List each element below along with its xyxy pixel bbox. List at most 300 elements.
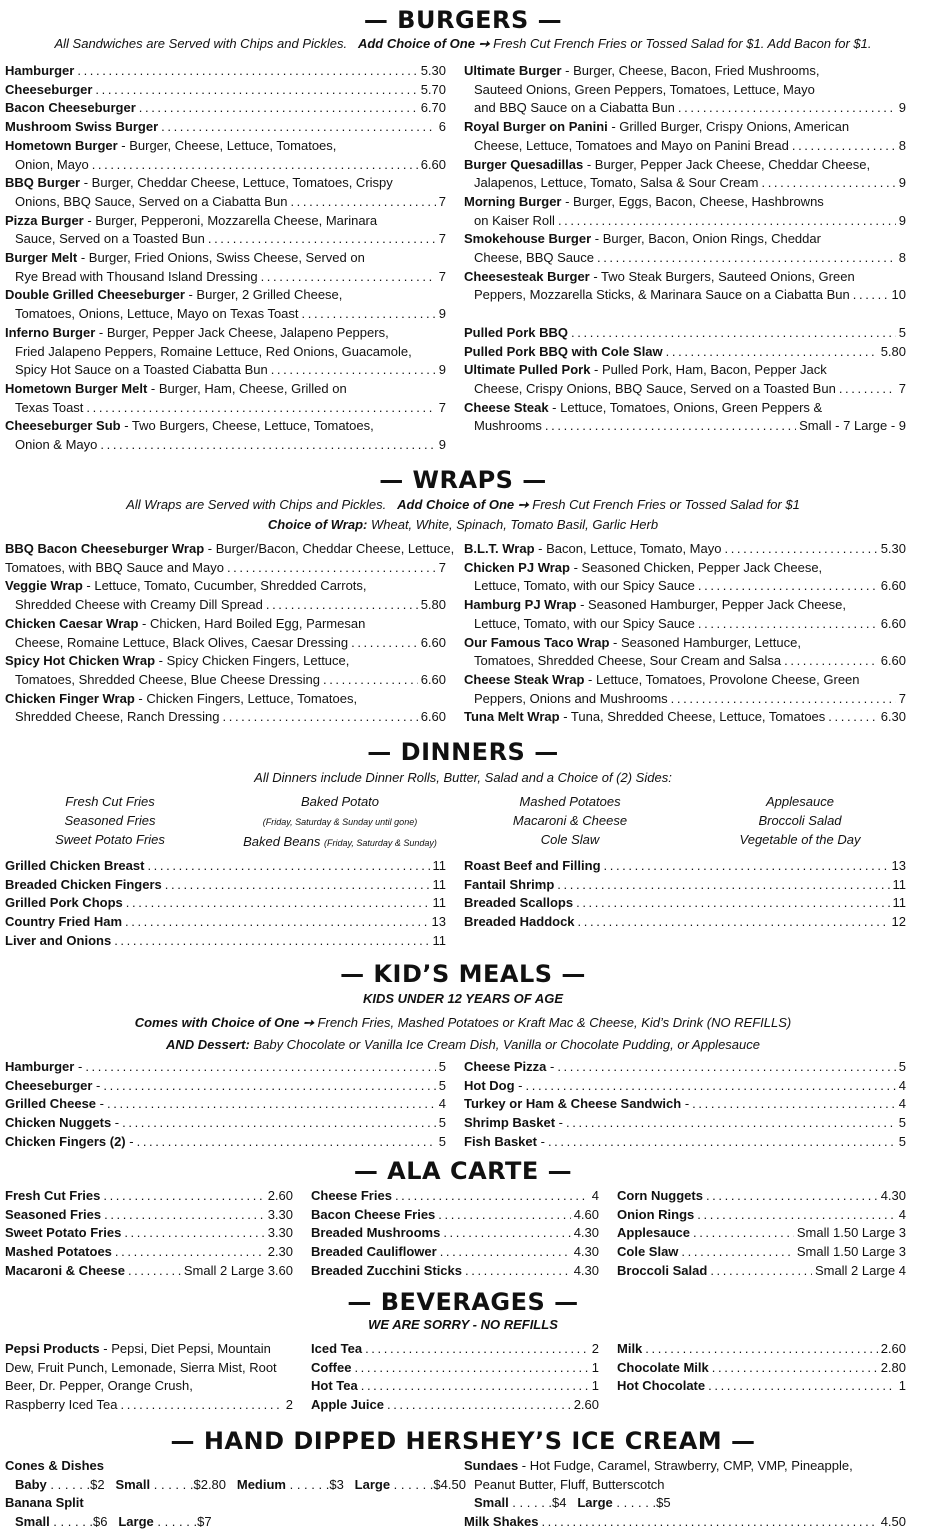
item-desc: Cheese, Lettuce, Tomatoes and Mayo on Panini Bread bbox=[474, 137, 789, 153]
item-name: Pulled Pork BBQ bbox=[464, 324, 569, 340]
dot-leader bbox=[85, 1058, 435, 1077]
menu-item-continuation bbox=[464, 615, 906, 634]
menu-item-continuation bbox=[5, 559, 446, 578]
item-name: Breaded Zucchini Sticks bbox=[311, 1262, 462, 1278]
item-desc: Shredded Cheese with Creamy Dill Spread bbox=[15, 597, 263, 613]
item-name: Iced Tea bbox=[311, 1341, 363, 1356]
item-price: 7 bbox=[438, 193, 446, 209]
menu-item bbox=[5, 1058, 446, 1077]
dot-leader bbox=[92, 156, 418, 175]
dinner-side: Cole Slaw bbox=[540, 832, 600, 847]
item-name: Grilled Chicken Breast bbox=[5, 858, 145, 873]
menu-item bbox=[5, 137, 446, 156]
item-price: 4.30 bbox=[573, 1244, 599, 1260]
dot-leader bbox=[323, 671, 418, 690]
menu-item bbox=[617, 1243, 906, 1262]
menu-item bbox=[464, 361, 906, 380]
dot-leader bbox=[147, 857, 429, 876]
item-desc: - bbox=[92, 1077, 101, 1093]
menu-item bbox=[5, 380, 446, 399]
item-price: 11 bbox=[432, 895, 446, 911]
item-name: Apple Juice bbox=[311, 1397, 384, 1413]
menu-item bbox=[5, 417, 446, 436]
dinner-sides-col-3 bbox=[480, 792, 660, 849]
item-name: Chicken PJ Wrap bbox=[464, 559, 570, 575]
item-name: Morning Burger bbox=[464, 193, 562, 209]
menu-item bbox=[464, 894, 906, 913]
item-desc: Texas Toast bbox=[15, 399, 84, 415]
menu-item bbox=[617, 1187, 906, 1206]
menu-item-continuation bbox=[5, 305, 446, 324]
dot-leader bbox=[302, 305, 436, 324]
dot-leader bbox=[698, 615, 878, 634]
dinners-right-column bbox=[464, 857, 906, 932]
menu-item-continuation bbox=[5, 1359, 293, 1378]
dot-leader bbox=[266, 596, 418, 615]
dot-leader bbox=[361, 1377, 589, 1396]
menu-item bbox=[464, 913, 906, 932]
item-desc: - Lettuce, Tomatoes, Onions, Green Peppers & bbox=[548, 399, 823, 415]
item-desc: - Burger, Ham, Cheese, Grilled on bbox=[147, 380, 347, 396]
item-desc: Peppers, Mozzarella Sticks, & Marinara Sauce on a Ciabatta Bun bbox=[474, 287, 850, 303]
menu-item-continuation bbox=[464, 380, 906, 399]
dinners-title: — DINNERS — bbox=[367, 738, 559, 766]
menu-item-continuation bbox=[5, 230, 446, 249]
item-desc: - Chicken Fingers, Lettuce, Tomatoes, bbox=[134, 690, 358, 706]
item-name: Inferno Burger bbox=[5, 324, 96, 340]
dot-leader bbox=[395, 1187, 589, 1206]
dinner-side: Mashed Potatoes bbox=[519, 794, 621, 809]
item-desc: - Tuna, Shredded Cheese, Lettuce, Tomatoes bbox=[559, 709, 826, 725]
dinner-side-note: (Friday, Saturday & Sunday until gone) bbox=[262, 817, 418, 827]
item-desc: Lettuce, Tomato, with our Spicy Sauce bbox=[474, 578, 695, 594]
item-price: 4.30 bbox=[880, 1188, 906, 1203]
menu-item-continuation bbox=[5, 399, 446, 418]
item-name: Pizza Burger bbox=[5, 212, 84, 228]
menu-item bbox=[5, 1206, 293, 1225]
menu-item-continuation bbox=[464, 690, 906, 709]
menu-item bbox=[617, 1377, 906, 1396]
size-price: $5 bbox=[656, 1495, 671, 1511]
item-price: 7 bbox=[438, 559, 446, 575]
item-name: Royal Burger on Panini bbox=[464, 119, 608, 135]
item-name: Fresh Cut Fries bbox=[5, 1188, 101, 1203]
item-desc: Spicy Hot Sauce on a Toasted Ciabatta Bun bbox=[15, 362, 268, 378]
dinners-note: All Dinners include Dinner Rolls, Butter, Salad and a Choice of (2) Sides: bbox=[254, 770, 672, 785]
item-desc: Peppers, Onions and Mushrooms bbox=[474, 690, 668, 706]
item-price: Small 2 Large 3.60 bbox=[183, 1262, 293, 1278]
item-desc: - Chicken, Hard Boiled Egg, Parmesan bbox=[138, 615, 366, 631]
item-price: 6.60 bbox=[420, 709, 446, 725]
menu-item-continuation bbox=[5, 1396, 293, 1415]
beverages-col-2 bbox=[311, 1340, 599, 1415]
menu-item-continuation bbox=[464, 286, 906, 305]
menu-item bbox=[5, 1095, 446, 1114]
item-price: 1 bbox=[591, 1378, 599, 1394]
item-desc: Sauteed Onions, Green Peppers, Tomatoes, Lettuce, Mayo bbox=[474, 81, 815, 97]
dot-leader bbox=[557, 1058, 895, 1077]
item-name: Smokehouse Burger bbox=[464, 231, 592, 247]
size-label: Small bbox=[115, 1476, 151, 1492]
item-name: B.L.T. Wrap bbox=[464, 541, 535, 556]
item-desc: Sauce, Served on a Toasted Bun bbox=[15, 231, 205, 247]
item-desc: - bbox=[514, 1077, 523, 1093]
alacarte-title: — ALA CARTE — bbox=[353, 1157, 573, 1185]
item-price: 5.70 bbox=[420, 81, 446, 97]
item-name: Milk Shakes bbox=[464, 1514, 539, 1530]
dot-leader bbox=[86, 399, 435, 418]
menu-item bbox=[5, 1340, 293, 1359]
item-desc: and BBQ Sauce on a Ciabatta Bun bbox=[474, 100, 675, 116]
alacarte-col-1 bbox=[5, 1187, 293, 1281]
dinner-side: Macaroni & Cheese bbox=[512, 813, 628, 828]
item-desc: Cheese, BBQ Sauce bbox=[474, 250, 594, 266]
menu-item bbox=[464, 62, 906, 81]
menu-item bbox=[464, 708, 906, 727]
menu-item-continuation bbox=[5, 361, 446, 380]
dot-leader bbox=[558, 212, 896, 231]
menu-item bbox=[464, 540, 906, 559]
menu-item bbox=[5, 1077, 446, 1096]
item-name: Fish Basket bbox=[464, 1133, 537, 1149]
item-price: 6.60 bbox=[880, 578, 906, 594]
item-price: 4.30 bbox=[573, 1262, 599, 1278]
item-price: 9 bbox=[438, 362, 446, 378]
size-price: $2.80 bbox=[193, 1476, 227, 1492]
menu-item-continuation bbox=[464, 212, 906, 231]
dot-leader bbox=[387, 1396, 571, 1415]
menu-item-continuation bbox=[5, 671, 446, 690]
item-price: 5 bbox=[898, 1115, 906, 1131]
dot-leader bbox=[645, 1340, 877, 1359]
item-name: Cheese Steak Wrap bbox=[464, 671, 585, 687]
item-name: Cheeseburger Sub bbox=[5, 418, 121, 434]
item-price: 9 bbox=[438, 306, 446, 322]
item-price: 3.30 bbox=[267, 1225, 293, 1241]
item-price: 6 bbox=[438, 119, 446, 135]
item-desc: Jalapenos, Lettuce, Tomato, Salsa & Sour Cream bbox=[474, 175, 759, 191]
menu-item bbox=[5, 1187, 293, 1206]
item-desc: - Bacon, Lettuce, Tomato, Mayo bbox=[534, 541, 722, 556]
item-price: 9 bbox=[898, 100, 906, 116]
menu-item-continuation bbox=[464, 137, 906, 156]
dot-leader bbox=[107, 1095, 436, 1114]
item-desc: - Seasoned Hamburger, Lettuce, bbox=[609, 634, 801, 650]
item-price: 4 bbox=[898, 1077, 906, 1093]
menu-item bbox=[464, 305, 906, 324]
item-desc: Onions, BBQ Sauce, Served on a Ciabatta Bun bbox=[15, 193, 288, 209]
item-name: Cheesesteak Burger bbox=[464, 268, 590, 284]
item-name: Bacon Cheese Fries bbox=[311, 1206, 436, 1222]
dinner-side: Vegetable of the Day bbox=[739, 832, 861, 847]
item-price: 2.80 bbox=[880, 1359, 906, 1375]
dot-leader bbox=[545, 417, 796, 436]
item-name: Ultimate Burger bbox=[464, 63, 562, 78]
menu-item bbox=[5, 1114, 446, 1133]
item-price: 6.60 bbox=[420, 156, 446, 172]
item-name: Cheeseburger bbox=[5, 1077, 93, 1093]
wraps-left-column bbox=[5, 540, 455, 727]
item-price: 5 bbox=[438, 1077, 446, 1093]
dot-leader bbox=[698, 577, 878, 596]
menu-item bbox=[617, 1206, 906, 1225]
item-price: 8 bbox=[898, 137, 906, 153]
item-desc: - Burger, Pepper Jack Cheese, Jalapeno Peppers, bbox=[95, 324, 389, 340]
item-desc: Cheese, Romaine Lettuce, Black Olives, Caesar Dressing bbox=[15, 634, 349, 650]
item-price: 5 bbox=[898, 1133, 906, 1149]
menu-item bbox=[5, 1133, 446, 1152]
menu-item bbox=[617, 1262, 906, 1281]
burgers-title: — BURGERS — bbox=[363, 6, 563, 34]
item-price: 7 bbox=[438, 268, 446, 284]
item-desc: - bbox=[681, 1096, 690, 1112]
menu-item bbox=[5, 324, 446, 343]
item-price: 5.30 bbox=[880, 541, 906, 556]
menu-item-continuation bbox=[464, 174, 906, 193]
dinner-side: Applesauce bbox=[766, 794, 834, 809]
item-name: Liver and Onions bbox=[5, 932, 112, 948]
dot-leader bbox=[578, 913, 889, 932]
item-name: Milk bbox=[617, 1341, 643, 1356]
dinner-side: Baked Beans bbox=[243, 834, 321, 849]
menu-item bbox=[5, 1243, 293, 1262]
menu-item-continuation bbox=[5, 634, 446, 653]
shakes-item bbox=[464, 1513, 906, 1532]
dinner-sides-col-1 bbox=[20, 792, 200, 849]
size-label: Large bbox=[354, 1476, 391, 1492]
item-name: Our Famous Taco Wrap bbox=[464, 634, 610, 650]
item-price: 5.30 bbox=[420, 63, 446, 78]
dot-leader bbox=[566, 1114, 896, 1133]
dot-leader bbox=[103, 1077, 435, 1096]
item-price: 7 bbox=[898, 690, 906, 706]
kids-note2-b: AND Dessert: bbox=[166, 1037, 250, 1052]
wraps-note-c: Fresh Cut French Fries or Tossed Salad for $1 bbox=[532, 497, 800, 512]
item-price: 6.70 bbox=[420, 100, 446, 116]
dot-leader bbox=[443, 1224, 570, 1243]
sundaes-item bbox=[464, 1457, 906, 1476]
item-desc: Tomatoes, with BBQ Sauce and Mayo bbox=[5, 559, 224, 575]
burgers-left-column bbox=[5, 62, 446, 455]
dinner-sides-col-4 bbox=[710, 792, 890, 849]
icecream-right bbox=[464, 1457, 906, 1532]
menu-item bbox=[5, 690, 446, 709]
menu-item bbox=[464, 596, 906, 615]
item-name: Shrimp Basket bbox=[464, 1115, 556, 1131]
dot-leader bbox=[681, 1243, 793, 1262]
size-price: $4 bbox=[552, 1495, 567, 1511]
dinner-side: Broccoli Salad bbox=[758, 813, 842, 828]
dot-leader bbox=[784, 652, 878, 671]
item-name: Hometown Burger bbox=[5, 137, 118, 153]
wraps-title: — WRAPS — bbox=[379, 466, 547, 494]
dot-leader bbox=[125, 913, 429, 932]
item-desc: - Burger, Cheese, Bacon, Fried Mushrooms, bbox=[561, 63, 820, 78]
menu-item-continuation bbox=[464, 577, 906, 596]
item-desc: - Pulled Pork, Ham, Bacon, Pepper Jack bbox=[590, 362, 827, 378]
size-price: $7 bbox=[197, 1514, 212, 1530]
menu-item-continuation bbox=[5, 1377, 293, 1396]
item-desc: on Kaiser Roll bbox=[474, 212, 555, 228]
item-name: Sweet Potato Fries bbox=[5, 1225, 122, 1241]
dot-leader bbox=[526, 1077, 896, 1096]
item-desc: Onion, Mayo bbox=[15, 156, 89, 172]
size-price: $3 bbox=[329, 1476, 344, 1492]
item-price: 5 bbox=[898, 1059, 906, 1074]
item-price: 7 bbox=[898, 380, 906, 396]
kids-title: — KID’S MEALS — bbox=[340, 960, 586, 988]
item-desc: - bbox=[546, 1059, 555, 1074]
menu-item bbox=[464, 1133, 906, 1152]
cones-title: Cones & Dishes bbox=[5, 1458, 104, 1473]
item-desc: - bbox=[96, 1096, 104, 1112]
item-name: Breaded Chicken Fingers bbox=[5, 876, 162, 892]
menu-item bbox=[5, 286, 446, 305]
item-price: 10 bbox=[891, 287, 906, 303]
item-desc: - bbox=[536, 1133, 545, 1149]
item-desc: Tomatoes, Onions, Lettuce, Mayo on Texas Toast bbox=[15, 306, 299, 322]
item-desc: - bbox=[125, 1133, 134, 1149]
item-desc: - Seasoned Hamburger, Pepper Jack Cheese, bbox=[576, 597, 846, 613]
alacarte-col-2 bbox=[311, 1187, 599, 1281]
menu-item bbox=[5, 876, 446, 895]
item-name: Cole Slaw bbox=[617, 1244, 679, 1260]
item-price: 9 bbox=[438, 437, 446, 453]
menu-item bbox=[5, 62, 446, 81]
menu-item bbox=[464, 876, 906, 895]
dot-leader bbox=[271, 361, 436, 380]
item-desc: - bbox=[74, 1059, 83, 1074]
item-name: Hometown Burger Melt bbox=[5, 380, 148, 396]
item-name: Roast Beef and Filling bbox=[464, 858, 601, 873]
item-name: Breaded Mushrooms bbox=[311, 1225, 441, 1241]
item-price: 4.50 bbox=[880, 1514, 906, 1530]
dot-leader bbox=[122, 1114, 436, 1133]
menu-item bbox=[464, 268, 906, 287]
kids-note2-c: Baby Chocolate or Vanilla Ice Cream Dish, Vanilla or Chocolate Pudding, or Applesauce bbox=[253, 1037, 760, 1052]
item-desc: Raspberry Iced Tea bbox=[5, 1397, 118, 1413]
dot-leader bbox=[114, 932, 429, 951]
item-price: 6.60 bbox=[880, 653, 906, 669]
item-name: Veggie Wrap bbox=[5, 578, 83, 594]
item-price: 3.30 bbox=[267, 1206, 293, 1222]
menu-item bbox=[311, 1262, 599, 1281]
item-price: 4.60 bbox=[573, 1206, 599, 1222]
item-desc: - Spicy Chicken Fingers, Lettuce, bbox=[155, 653, 350, 669]
menu-item-continuation bbox=[464, 652, 906, 671]
menu-item bbox=[5, 540, 455, 559]
dinner-side: Fresh Cut Fries bbox=[65, 794, 155, 809]
item-name: Chicken Caesar Wrap bbox=[5, 615, 139, 631]
menu-item bbox=[311, 1224, 599, 1243]
kids-note bbox=[0, 1014, 926, 1032]
item-price: 13 bbox=[431, 914, 446, 930]
menu-item bbox=[617, 1359, 906, 1378]
item-name: Grilled Pork Chops bbox=[5, 895, 123, 911]
kids-note-b: Comes with Choice of One ➙ bbox=[134, 1015, 314, 1030]
item-price: Small 1.50 Large 3 bbox=[796, 1244, 906, 1260]
menu-item-continuation bbox=[5, 156, 446, 175]
item-name: Macaroni & Cheese bbox=[5, 1262, 125, 1278]
menu-item bbox=[311, 1377, 599, 1396]
burgers-note-c: Fresh Cut French Fries or Tossed Salad for $1. Add Bacon for $1. bbox=[493, 36, 872, 51]
item-price: 5.80 bbox=[880, 343, 906, 359]
item-name: BBQ Bacon Cheeseburger Wrap bbox=[5, 541, 205, 556]
item-desc: - Seasoned Chicken, Pepper Jack Cheese, bbox=[569, 559, 823, 575]
item-name: Pulled Pork BBQ with Cole Slaw bbox=[464, 343, 663, 359]
item-price: 9 bbox=[898, 212, 906, 228]
dot-leader bbox=[465, 1262, 571, 1281]
dot-leader bbox=[853, 286, 889, 305]
dot-leader bbox=[261, 268, 436, 287]
dot-leader bbox=[693, 1224, 794, 1243]
dot-leader bbox=[697, 1206, 895, 1225]
alacarte-col-3 bbox=[617, 1187, 906, 1281]
item-name: Spicy Hot Chicken Wrap bbox=[5, 653, 156, 669]
item-price: 4 bbox=[898, 1096, 906, 1112]
dot-leader bbox=[678, 99, 896, 118]
size-price: $4.50 bbox=[433, 1476, 466, 1492]
cones-sizes: Baby . . . . . . $2 Small . . . . . . $2.80 Medium . . . . . . $3 Large . . . . . . $4.50 bbox=[5, 1476, 446, 1495]
menu-item bbox=[464, 399, 906, 418]
dot-leader bbox=[571, 324, 896, 343]
menu-item bbox=[464, 324, 906, 343]
burgers-note-a: All Sandwiches are Served with Chips and Pickles. bbox=[54, 36, 348, 51]
dot-leader bbox=[354, 1359, 588, 1378]
beverages-col-1 bbox=[5, 1340, 293, 1415]
beverages-col-3 bbox=[617, 1340, 906, 1396]
item-price: 11 bbox=[432, 876, 446, 892]
item-price: 6.30 bbox=[880, 709, 906, 725]
size-label: Large bbox=[118, 1514, 154, 1530]
wraps-note2-a: Choice of Wrap: bbox=[267, 517, 368, 532]
size-label: Small bbox=[15, 1514, 50, 1530]
dinner-sides-col-2 bbox=[225, 792, 455, 853]
item-price: Small 1.50 Large 3 bbox=[796, 1225, 906, 1241]
item-desc: Fried Jalapeno Peppers, Romaine Lettuce, Red Onions, Guacamole, bbox=[15, 343, 412, 359]
item-name: Burger Melt bbox=[5, 250, 78, 266]
menu-item bbox=[5, 1262, 293, 1281]
icecream-left bbox=[5, 1457, 466, 1532]
item-price: 11 bbox=[892, 876, 906, 892]
dot-leader bbox=[100, 436, 435, 455]
menu-item bbox=[311, 1187, 599, 1206]
dot-leader bbox=[95, 81, 417, 100]
item-price: 2.60 bbox=[267, 1188, 293, 1203]
item-name: Hamburg PJ Wrap bbox=[464, 597, 577, 613]
item-name: Applesauce bbox=[617, 1225, 690, 1241]
item-price: 5 bbox=[438, 1059, 446, 1074]
dot-leader bbox=[666, 343, 878, 362]
item-price: 4.30 bbox=[573, 1225, 599, 1241]
item-desc: - Burger, Cheese, Lettuce, Tomatoes, bbox=[117, 137, 337, 153]
dot-leader bbox=[77, 62, 417, 81]
dot-leader bbox=[576, 894, 889, 913]
icecream-title: — HAND DIPPED HERSHEY’S ICE CREAM — bbox=[170, 1427, 756, 1455]
menu-item bbox=[5, 577, 446, 596]
item-desc: Tomatoes, Shredded Cheese, Blue Cheese Dressing bbox=[15, 671, 320, 687]
item-name: Broccoli Salad bbox=[617, 1262, 708, 1278]
item-name: Mashed Potatoes bbox=[5, 1244, 112, 1260]
menu-item bbox=[311, 1396, 599, 1415]
sundaes-sizes: Small . . . . . . $4 Large . . . . . . $5 bbox=[464, 1494, 906, 1513]
item-name: Chicken Finger Wrap bbox=[5, 690, 135, 706]
dot-leader bbox=[365, 1340, 589, 1359]
kids-left-column bbox=[5, 1058, 446, 1152]
wraps-note-a: All Wraps are Served with Chips and Pickles. bbox=[126, 497, 387, 512]
item-price: 9 bbox=[898, 175, 906, 191]
item-desc: - Burger, Pepperoni, Mozzarella Cheese, Marinara bbox=[83, 212, 378, 228]
